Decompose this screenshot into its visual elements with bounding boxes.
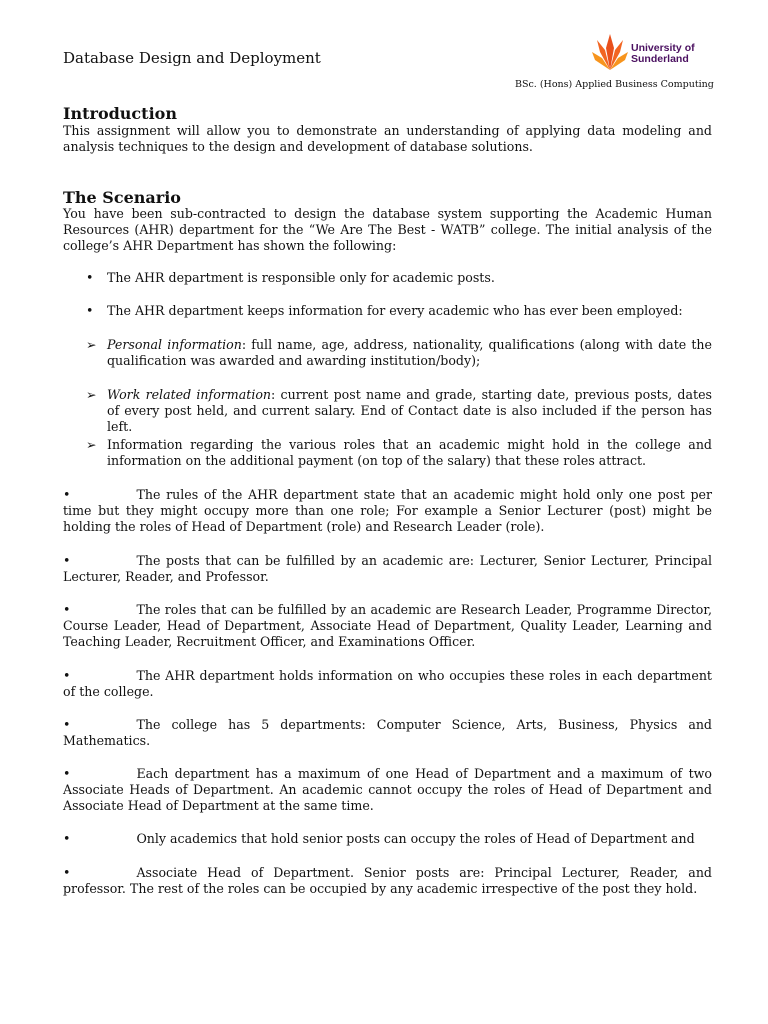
logo-line-2: Sunderland — [631, 53, 689, 65]
arrow-bullet-icon: ➢ — [86, 337, 97, 352]
arrow-bullet-icon: ➢ — [86, 387, 97, 402]
bullet-icon: • — [86, 270, 94, 285]
rule-text: The AHR department holds information on who occupies these roles in each department of the college. — [63, 668, 712, 699]
rule-text: Only academics that hold senior posts can occupy the roles of Head of Department and — [136, 831, 695, 846]
scenario-heading: The Scenario — [63, 188, 181, 207]
bullet-item: The AHR department is responsible only for academic posts. — [107, 270, 495, 285]
rule-bullet-icon: • — [63, 602, 71, 617]
arrow-bullet-icon: ➢ — [86, 437, 97, 452]
rule-paragraph — [63, 668, 712, 700]
bullet-icon: • — [86, 303, 94, 318]
arrow-item-text: : current post name and grade, starting date, previous posts, dates of every post held, and current salary. End of Contact date is also included if the person has left. — [107, 387, 712, 434]
sunburst-logo-icon — [592, 30, 628, 74]
rule-paragraph — [63, 766, 712, 814]
arrow-item-text: Information regarding the various roles that an academic might hold in the college and information on the additional payment (on top of the salary) that these roles attract. — [107, 437, 712, 468]
university-logo — [592, 30, 702, 74]
rule-paragraph — [63, 831, 712, 847]
rule-text: Each department has a maximum of one Head of Department and a maximum of two Associate Heads of Department. An academic cannot occupy the roles of Head of Department and Associate Head of Department at the same time. — [63, 766, 712, 813]
bullet-item: The AHR department keeps information for every academic who has ever been employed: — [107, 303, 683, 318]
rule-bullet-icon: • — [63, 831, 71, 846]
rule-paragraph — [63, 487, 712, 535]
rule-paragraph — [63, 553, 712, 585]
arrow-item-label: Personal information — [107, 337, 242, 352]
rule-paragraph — [63, 717, 712, 749]
rule-bullet-icon: • — [63, 668, 71, 683]
rule-paragraph — [63, 865, 712, 897]
rule-paragraph — [63, 602, 712, 650]
rule-bullet-icon: • — [63, 766, 71, 781]
rule-bullet-icon: • — [63, 717, 71, 732]
arrow-item-label: Work related information — [107, 387, 272, 402]
rule-text: Associate Head of Department. Senior posts are: Principal Lecturer, Reader, and professor. The rest of the roles can be occupied by any academic irrespective of the post they hold. — [63, 865, 712, 896]
arrow-item — [107, 387, 712, 435]
rule-text: The roles that can be fulfilled by an academic are Research Leader, Programme Director, Course Leader, Head of Department, Associate Head of Department, Quality Leader, Learning and Teaching Leader, Recruitment Officer, and Examinations Officer. — [63, 602, 712, 649]
rule-text: The rules of the AHR department state that an academic might hold only one post per time but they might occupy more than one role; For example a Senior Lecturer (post) might be holding the roles of Head of Department (role) and Research Leader (role). — [63, 487, 712, 534]
intro-heading: Introduction — [63, 104, 177, 123]
arrow-item-text: : full name, age, address, nationality, qualifications (along with date the qualification was awarded and awarding institution/body); — [107, 337, 712, 368]
arrow-item — [107, 337, 712, 369]
rule-bullet-icon: • — [63, 553, 71, 568]
logo-line-1: University of — [631, 42, 695, 54]
course-name: BSc. (Hons) Applied Business Computing — [515, 79, 714, 90]
rule-bullet-icon: • — [63, 487, 71, 502]
scenario-text: You have been sub-contracted to design the database system supporting the Academic Human Resources (AHR) department for the “We Are The Best - WATB” college. The initial analysis of the college’s AHR Department has shown the following: — [63, 206, 712, 253]
rule-text: The posts that can be fulfilled by an academic are: Lecturer, Senior Lecturer, Principal Lecturer, Reader, and Professor. — [63, 553, 712, 584]
logo-text — [631, 43, 695, 65]
rule-bullet-icon: • — [63, 865, 71, 880]
rule-text: The college has 5 departments: Computer Science, Arts, Business, Physics and Mathematics. — [63, 717, 712, 748]
intro-text: This assignment will allow you to demonstrate an understanding of applying data modeling and analysis techniques to the design and development of database solutions. — [63, 123, 712, 154]
document-title: Database Design and Deployment — [63, 49, 321, 67]
arrow-item — [107, 437, 712, 469]
